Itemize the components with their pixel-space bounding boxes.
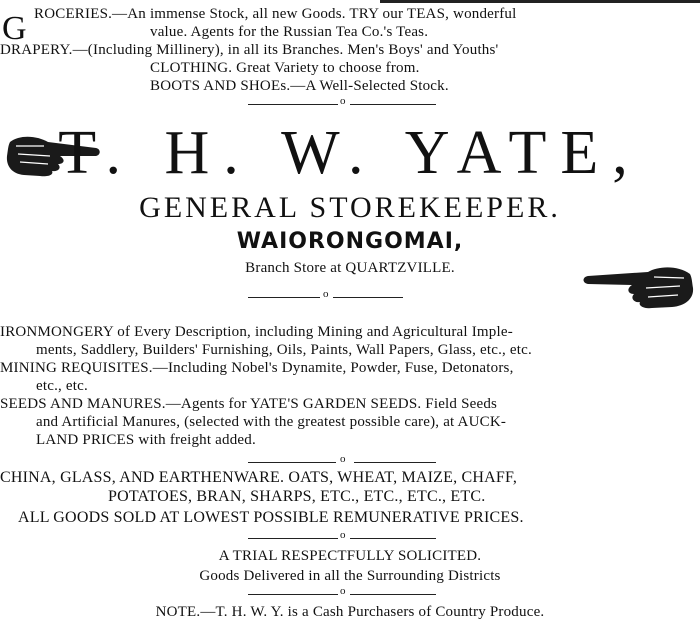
separator: o <box>0 98 700 110</box>
delivered-line: Goods Delivered in all the Surrounding Districts <box>199 568 501 584</box>
ironmongery-line-2: ments, Saddlery, Builders' Furnishing, Oils, Paints, Wall Papers, Glass, etc., etc. <box>36 342 532 358</box>
mining-line-2: etc., etc. <box>36 378 88 394</box>
branch-store: Branch Store at QUARTZVILLE. <box>245 260 455 276</box>
drapery-line-2: CLOTHING. Great Variety to choose from. <box>150 60 420 76</box>
note-line: NOTE.—T. H. W. Y. is a Cash Purchasers of Country Produce. <box>155 604 545 620</box>
all-goods-line: ALL GOODS SOLD AT LOWEST POSSIBLE REMUNERATIVE PRICES. <box>18 509 524 526</box>
separator: o <box>0 588 700 600</box>
seeds-line-1: SEEDS AND MANURES.—Agents for YATE'S GARDEN SEEDS. Field Seeds <box>0 396 498 412</box>
pointing-hand-left-icon <box>580 262 696 314</box>
top-rule <box>380 0 700 3</box>
mining-line-1: MINING REQUISITES.—Including Nobel's Dynamite, Powder, Fuse, Detonators, <box>0 360 514 376</box>
groceries-line-1: ROCERIES.—An immense Stock, all new Goods. TRY our TEAS, wonderful <box>34 6 517 22</box>
boots-line: BOOTS AND SHOEs.—A Well-Selected Stock. <box>150 78 449 94</box>
trial-line: A TRIAL RESPECTFULLY SOLICITED. <box>218 548 482 564</box>
china-line-2: POTATOES, BRAN, SHARPS, ETC., ETC., ETC., ETC. <box>108 488 486 505</box>
occupation: GENERAL STOREKEEPER. <box>139 191 561 224</box>
separator: o <box>0 291 700 303</box>
town-name: WAIORONGOMAI, <box>236 229 464 254</box>
ironmongery-line-1: IRONMONGERY of Every Description, including Mining and Agricultural Imple- <box>0 324 513 340</box>
separator: o <box>0 532 700 544</box>
drapery-line-1: DRAPERY.—(Including Millinery), in all its Branches. Men's Boys' and Youths' <box>0 42 499 58</box>
seeds-line-3: LAND PRICES with freight added. <box>36 432 256 448</box>
merchant-name: T. H. W. YATE, <box>58 119 642 187</box>
drop-cap: G <box>2 10 27 47</box>
separator: o <box>0 456 700 468</box>
groceries-line-2: value. Agents for the Russian Tea Co.'s Teas. <box>150 24 429 40</box>
seeds-line-2: and Artificial Manures, (selected with the greatest possible care), at AUCK- <box>36 414 507 430</box>
china-line-1: CHINA, GLASS, AND EARTHENWARE. OATS, WHEAT, MAIZE, CHAFF, <box>0 469 518 486</box>
